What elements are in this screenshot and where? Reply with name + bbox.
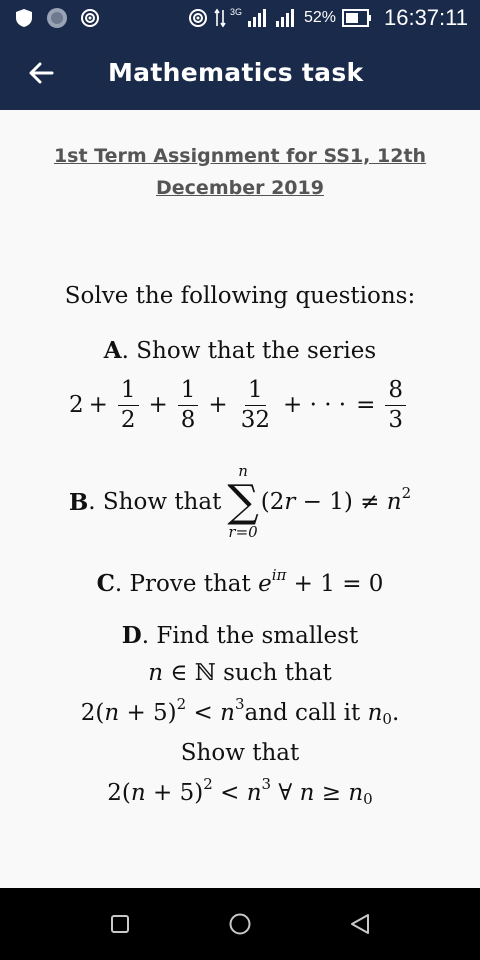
sum-expression: $(2r - 1) \ne n^2$ [260, 484, 412, 515]
series-term-1: 2 [68, 392, 84, 418]
network-type-label: 3G [229, 7, 242, 17]
euler-identity: $e^{i\pi} + 1 = 0$ [258, 566, 384, 597]
task-content [0, 110, 480, 888]
question-b-text [0, 460, 480, 544]
series-term-2: $\frac{1}{2}$ [118, 379, 139, 432]
question-a-text [0, 337, 480, 364]
battery-percent: 52% [303, 9, 336, 26]
instructions-text: Solve the following questions: [64, 283, 416, 309]
back-button[interactable] [18, 50, 64, 96]
series-sum: $\frac{8}{3}$ [385, 379, 406, 432]
circle-icon [228, 912, 252, 936]
question-a-prompt: . Show that the series [121, 338, 377, 364]
arrow-back-icon [28, 62, 54, 84]
signal-icon [248, 9, 270, 27]
question-c-prompt: . Prove that [114, 571, 251, 597]
system-navigation-bar [0, 888, 480, 960]
question-a-label: A [103, 337, 122, 364]
question-b-label: B [68, 488, 89, 516]
series-term-3: $\frac{1}{8}$ [178, 379, 199, 432]
question-b-prompt: . Show that [88, 489, 222, 515]
series-equation: 2 + $\frac{1}{2}$ + $\frac{1}{8}$ + $\frac{1}{32}$ + · · · = $\frac{8}{3}$ [0, 372, 480, 438]
triangle-back-icon [349, 913, 371, 935]
home-button[interactable] [216, 900, 264, 948]
shield-icon [14, 8, 34, 28]
hotspot-icon [80, 8, 100, 28]
battery-icon [342, 9, 372, 27]
question-d-line-3: $2(n + 5)^2 < n^3and$ call it $n_0$. [80, 695, 400, 728]
question-d-line-4: Show that [180, 740, 300, 766]
back-nav-button[interactable] [336, 900, 384, 948]
square-icon [110, 914, 130, 934]
question-c-text [0, 566, 480, 597]
question-c-label: C [96, 570, 115, 597]
app-notification-icon [46, 7, 68, 29]
clock: 16:37:11 [383, 5, 468, 30]
recents-button[interactable] [96, 900, 144, 948]
assignment-heading: 1st Term Assignment for SS1, 12th December 2019 [53, 145, 427, 199]
status-bar [0, 0, 480, 36]
question-d-line-1 [0, 622, 480, 649]
question-d-prompt: . Find the smallest [141, 623, 359, 649]
question-d-line-2: n ∈ ℕ such that [148, 660, 332, 686]
app-bar [0, 36, 480, 110]
summation: n ∑ r=0 [227, 462, 259, 541]
question-d-inequality: $2(n + 5)^2 < n^3$ ∀ $n \ge n_0$ [107, 775, 373, 808]
data-transfer-icon [214, 8, 226, 28]
signal-icon-sim2 [276, 9, 298, 27]
page-title: Mathematics task [108, 58, 364, 87]
question-d-label: D [121, 622, 142, 649]
series-term-4: $\frac{1}{32}$ [240, 376, 270, 433]
hotspot-active-icon [188, 8, 208, 28]
